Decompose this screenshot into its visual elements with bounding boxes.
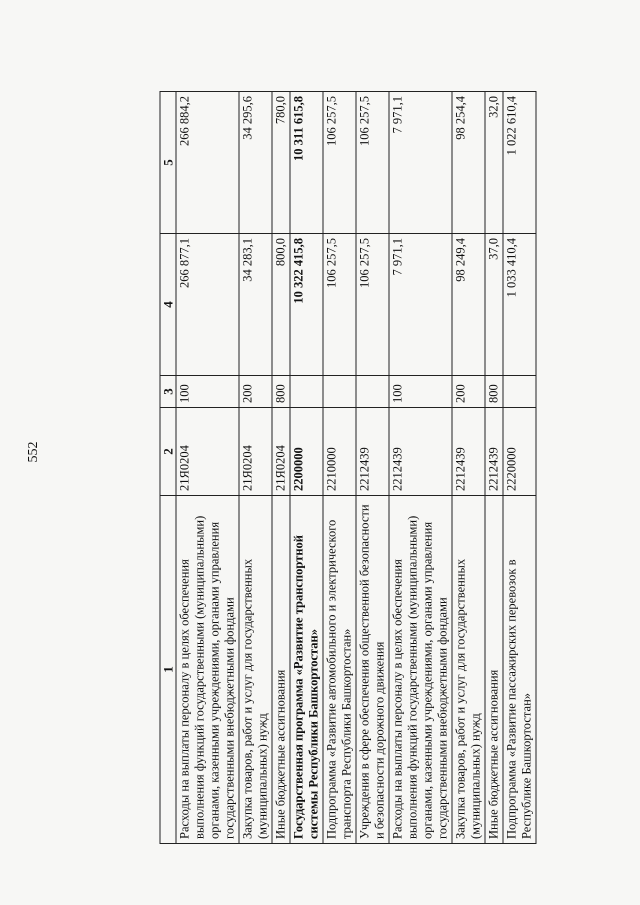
row-code-cell: 2212439 (356, 408, 389, 496)
budget-table (160, 91, 537, 844)
row-code-cell: 2200000 (290, 408, 323, 496)
row-code-cell: 2212439 (485, 408, 503, 496)
budget-table-container (160, 92, 537, 844)
row-type-cell: 100 (176, 376, 239, 408)
row-type-cell (290, 376, 323, 408)
row-type-cell (356, 376, 389, 408)
row-name-cell: Расходы на выплаты персоналу в целях обеспечения выполнения функций государственными (муниципальными) органами, казенными учреждениями, органами управления государственными внебюджетными фондами (389, 496, 452, 844)
row-value-1-cell: 34 283,1 (239, 234, 272, 376)
row-name-cell: Расходы на выплаты персоналу в целях обеспечения выполнения функций государственными (муниципальными) органами, казенными учреждениями, органами управления государственными внебюджетными фондами (176, 496, 239, 844)
row-type-cell: 800 (485, 376, 503, 408)
row-value-1-cell: 7 971,1 (389, 234, 452, 376)
row-code-cell: 2210000 (323, 408, 356, 496)
row-value-1-cell: 106 257,5 (356, 234, 389, 376)
row-name-cell: Закупка товаров, работ и услуг для государственных (муниципальных) нужд (239, 496, 272, 844)
column-header-type: 3 (160, 376, 176, 408)
row-name-cell: Государственная программа «Развитие транспортной системы Республики Башкортостан» (290, 496, 323, 844)
row-type-cell: 200 (239, 376, 272, 408)
table-row (290, 92, 323, 844)
row-type-cell (323, 376, 356, 408)
table-row (503, 92, 536, 844)
page-number: 552 (26, 441, 41, 463)
row-value-2-cell: 10 311 615,8 (290, 92, 323, 234)
row-value-1-cell: 800,0 (272, 234, 290, 376)
row-code-cell: 21Я0204 (272, 408, 290, 496)
table-header-row (160, 92, 176, 844)
row-name-cell: Иные бюджетные ассигнования (272, 496, 290, 844)
row-type-cell (503, 376, 536, 408)
row-value-1-cell: 106 257,5 (323, 234, 356, 376)
row-value-1-cell: 37,0 (485, 234, 503, 376)
row-value-1-cell: 10 322 415,8 (290, 234, 323, 376)
row-value-2-cell: 106 257,5 (356, 92, 389, 234)
row-value-2-cell: 106 257,5 (323, 92, 356, 234)
row-type-cell: 800 (272, 376, 290, 408)
table-body (176, 92, 536, 844)
table-row (356, 92, 389, 844)
row-value-1-cell: 98 249,4 (452, 234, 485, 376)
row-name-cell: Учреждения в сфере обеспечения общественной безопасности и безопасности дорожного движения (356, 496, 389, 844)
row-code-cell: 2220000 (503, 408, 536, 496)
row-name-cell: Иные бюджетные ассигнования (485, 496, 503, 844)
column-header-code: 2 (160, 408, 176, 496)
table-row (485, 92, 503, 844)
row-value-2-cell: 32,0 (485, 92, 503, 234)
table-row (272, 92, 290, 844)
row-value-2-cell: 1 022 610,4 (503, 92, 536, 234)
row-value-1-cell: 1 033 410,4 (503, 234, 536, 376)
row-code-cell: 2212439 (389, 408, 452, 496)
row-code-cell: 21Я0204 (176, 408, 239, 496)
row-value-1-cell: 266 877,1 (176, 234, 239, 376)
table-row (389, 92, 452, 844)
row-type-cell: 100 (389, 376, 452, 408)
row-value-2-cell: 780,0 (272, 92, 290, 234)
table-row (176, 92, 239, 844)
row-code-cell: 21Я0204 (239, 408, 272, 496)
column-header-value-1: 4 (160, 234, 176, 376)
row-name-cell: Закупка товаров, работ и услуг для государственных (муниципальных) нужд (452, 496, 485, 844)
row-value-2-cell: 266 884,2 (176, 92, 239, 234)
table-row (452, 92, 485, 844)
table-row (239, 92, 272, 844)
row-value-2-cell: 98 254,4 (452, 92, 485, 234)
column-header-name: 1 (160, 496, 176, 844)
row-type-cell: 200 (452, 376, 485, 408)
row-name-cell: Подпрограмма «Развитие автомобильного и электрического транспорта Республики Башкортостан» (323, 496, 356, 844)
row-value-2-cell: 34 295,6 (239, 92, 272, 234)
table-row (323, 92, 356, 844)
row-value-2-cell: 7 971,1 (389, 92, 452, 234)
column-header-value-2: 5 (160, 92, 176, 234)
row-name-cell: Подпрограмма «Развитие пассажирских перевозок в Республике Башкортостан» (503, 496, 536, 844)
row-code-cell: 2212439 (452, 408, 485, 496)
